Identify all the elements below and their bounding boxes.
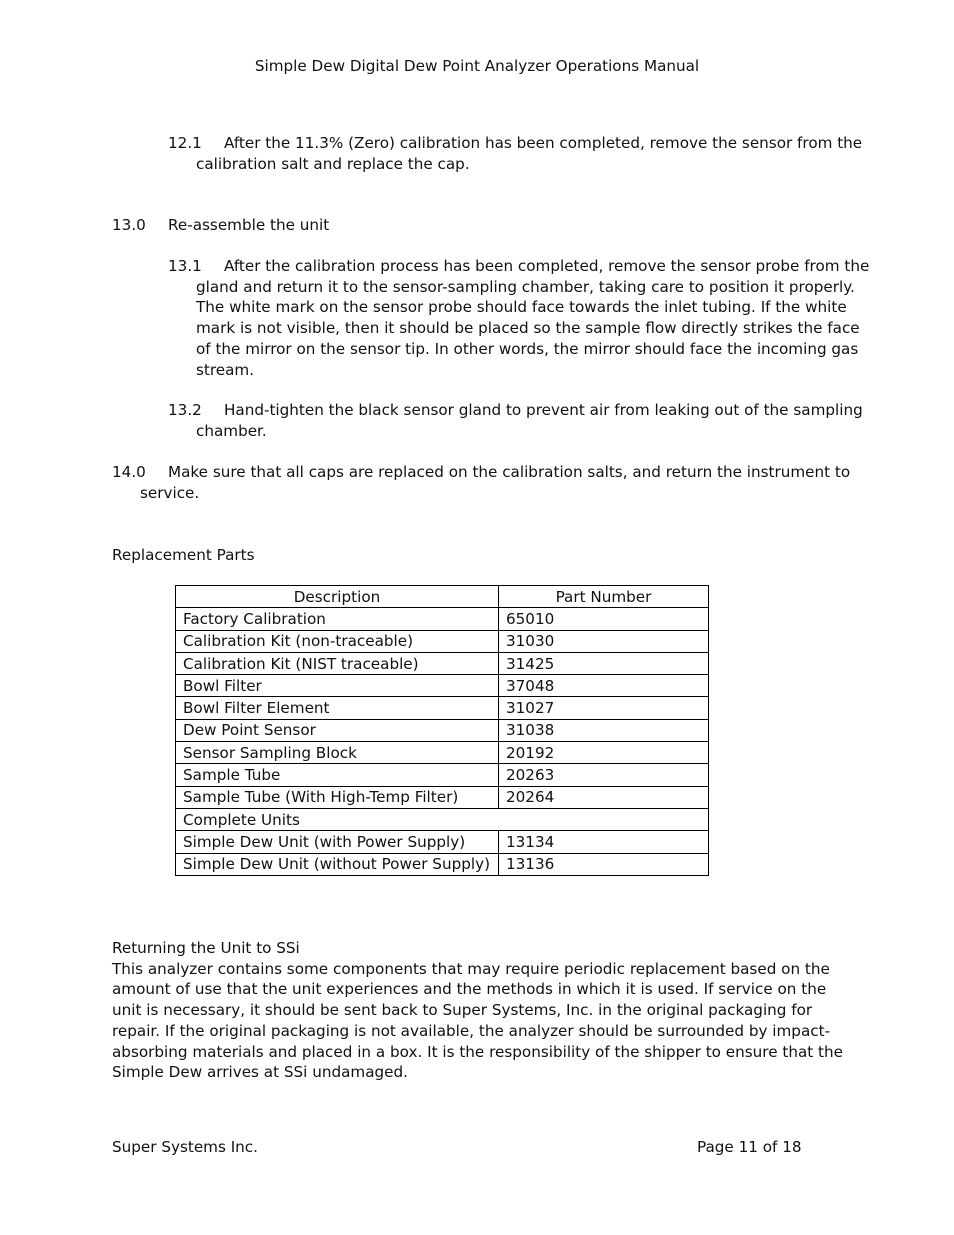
part-number: 65010	[498, 608, 708, 630]
part-number: 13134	[498, 831, 708, 853]
footer-company: Super Systems Inc.	[112, 1138, 258, 1156]
footer-page-number: Page 11 of 18	[697, 1138, 802, 1156]
part-description: Simple Dew Unit (with Power Supply)	[176, 831, 499, 853]
part-number: 31030	[498, 630, 708, 652]
step-text: Re-assemble the unit	[168, 216, 330, 234]
step-13-1	[168, 256, 876, 380]
parts-table	[175, 585, 709, 876]
part-number: 31038	[498, 719, 708, 741]
part-description: Sensor Sampling Block	[176, 742, 499, 764]
table-row	[176, 853, 709, 875]
table-row	[176, 697, 709, 719]
table-section-row	[176, 808, 709, 830]
table-row	[176, 719, 709, 741]
step-number: 13.2	[168, 401, 202, 419]
step-number: 13.0	[112, 216, 146, 234]
table-row	[176, 608, 709, 630]
column-header-description: Description	[176, 586, 499, 608]
step-12-1	[168, 133, 876, 174]
step-number: 12.1	[168, 134, 202, 152]
step-number: 14.0	[112, 463, 146, 481]
table-row	[176, 786, 709, 808]
part-description: Dew Point Sensor	[176, 719, 499, 741]
replacement-parts-heading: Replacement Parts	[112, 546, 255, 564]
complete-units-label: Complete Units	[176, 808, 709, 830]
step-text: After the calibration process has been completed, remove the sensor probe from the gland and return it to the sensor-sampling chamber, taking care to position it properly. The white mark on the sensor probe should face towards the inlet tubing. If the white mark is not visible, then it should be placed so the sample flow directly strikes the face of the mirror on the sensor tip. In other words, the mirror should face the incoming gas stream.	[196, 257, 870, 379]
part-description: Bowl Filter Element	[176, 697, 499, 719]
returning-heading: Returning the Unit to SSi	[112, 939, 300, 957]
table-row	[176, 831, 709, 853]
part-description: Sample Tube	[176, 764, 499, 786]
table-header-row	[176, 586, 709, 608]
page-header: Simple Dew Digital Dew Point Analyzer Operations Manual	[254, 57, 700, 75]
returning-text: This analyzer contains some components that may require periodic replacement based on the amount of use that the unit experiences and the methods in which it is used. If service on the unit is necessary, it should be sent back to Super Systems, Inc. in the original packaging for repair. If the original packaging is not available, the analyzer should be surrounded by impact-absorbing materials and placed in a box. It is the responsibility of the shipper to ensure that the Simple Dew arrives at SSi undamaged.	[112, 959, 843, 1082]
column-header-part-number: Part Number	[498, 586, 708, 608]
step-text: Make sure that all caps are replaced on the calibration salts, and return the instrument to service.	[140, 463, 851, 502]
table-row	[176, 742, 709, 764]
part-description: Sample Tube (With High-Temp Filter)	[176, 786, 499, 808]
part-number: 31027	[498, 697, 708, 719]
part-number: 20264	[498, 786, 708, 808]
table-row	[176, 675, 709, 697]
part-description: Factory Calibration	[176, 608, 499, 630]
part-description: Simple Dew Unit (without Power Supply)	[176, 853, 499, 875]
table-row	[176, 652, 709, 674]
step-13-0	[112, 215, 876, 236]
part-description: Bowl Filter	[176, 675, 499, 697]
part-number: 20263	[498, 764, 708, 786]
table-row	[176, 764, 709, 786]
part-number: 31425	[498, 652, 708, 674]
part-number: 37048	[498, 675, 708, 697]
part-number: 13136	[498, 853, 708, 875]
step-text: Hand-tighten the black sensor gland to prevent air from leaking out of the sampling chamber.	[196, 401, 863, 440]
step-14-0	[112, 462, 876, 503]
step-13-2	[168, 400, 876, 441]
step-text: After the 11.3% (Zero) calibration has been completed, remove the sensor from the calibration salt and replace the cap.	[196, 134, 863, 173]
part-description: Calibration Kit (NIST traceable)	[176, 652, 499, 674]
part-description: Calibration Kit (non-traceable)	[176, 630, 499, 652]
step-number: 13.1	[168, 257, 202, 275]
part-number: 20192	[498, 742, 708, 764]
table-row	[176, 630, 709, 652]
returning-section	[112, 938, 846, 1083]
